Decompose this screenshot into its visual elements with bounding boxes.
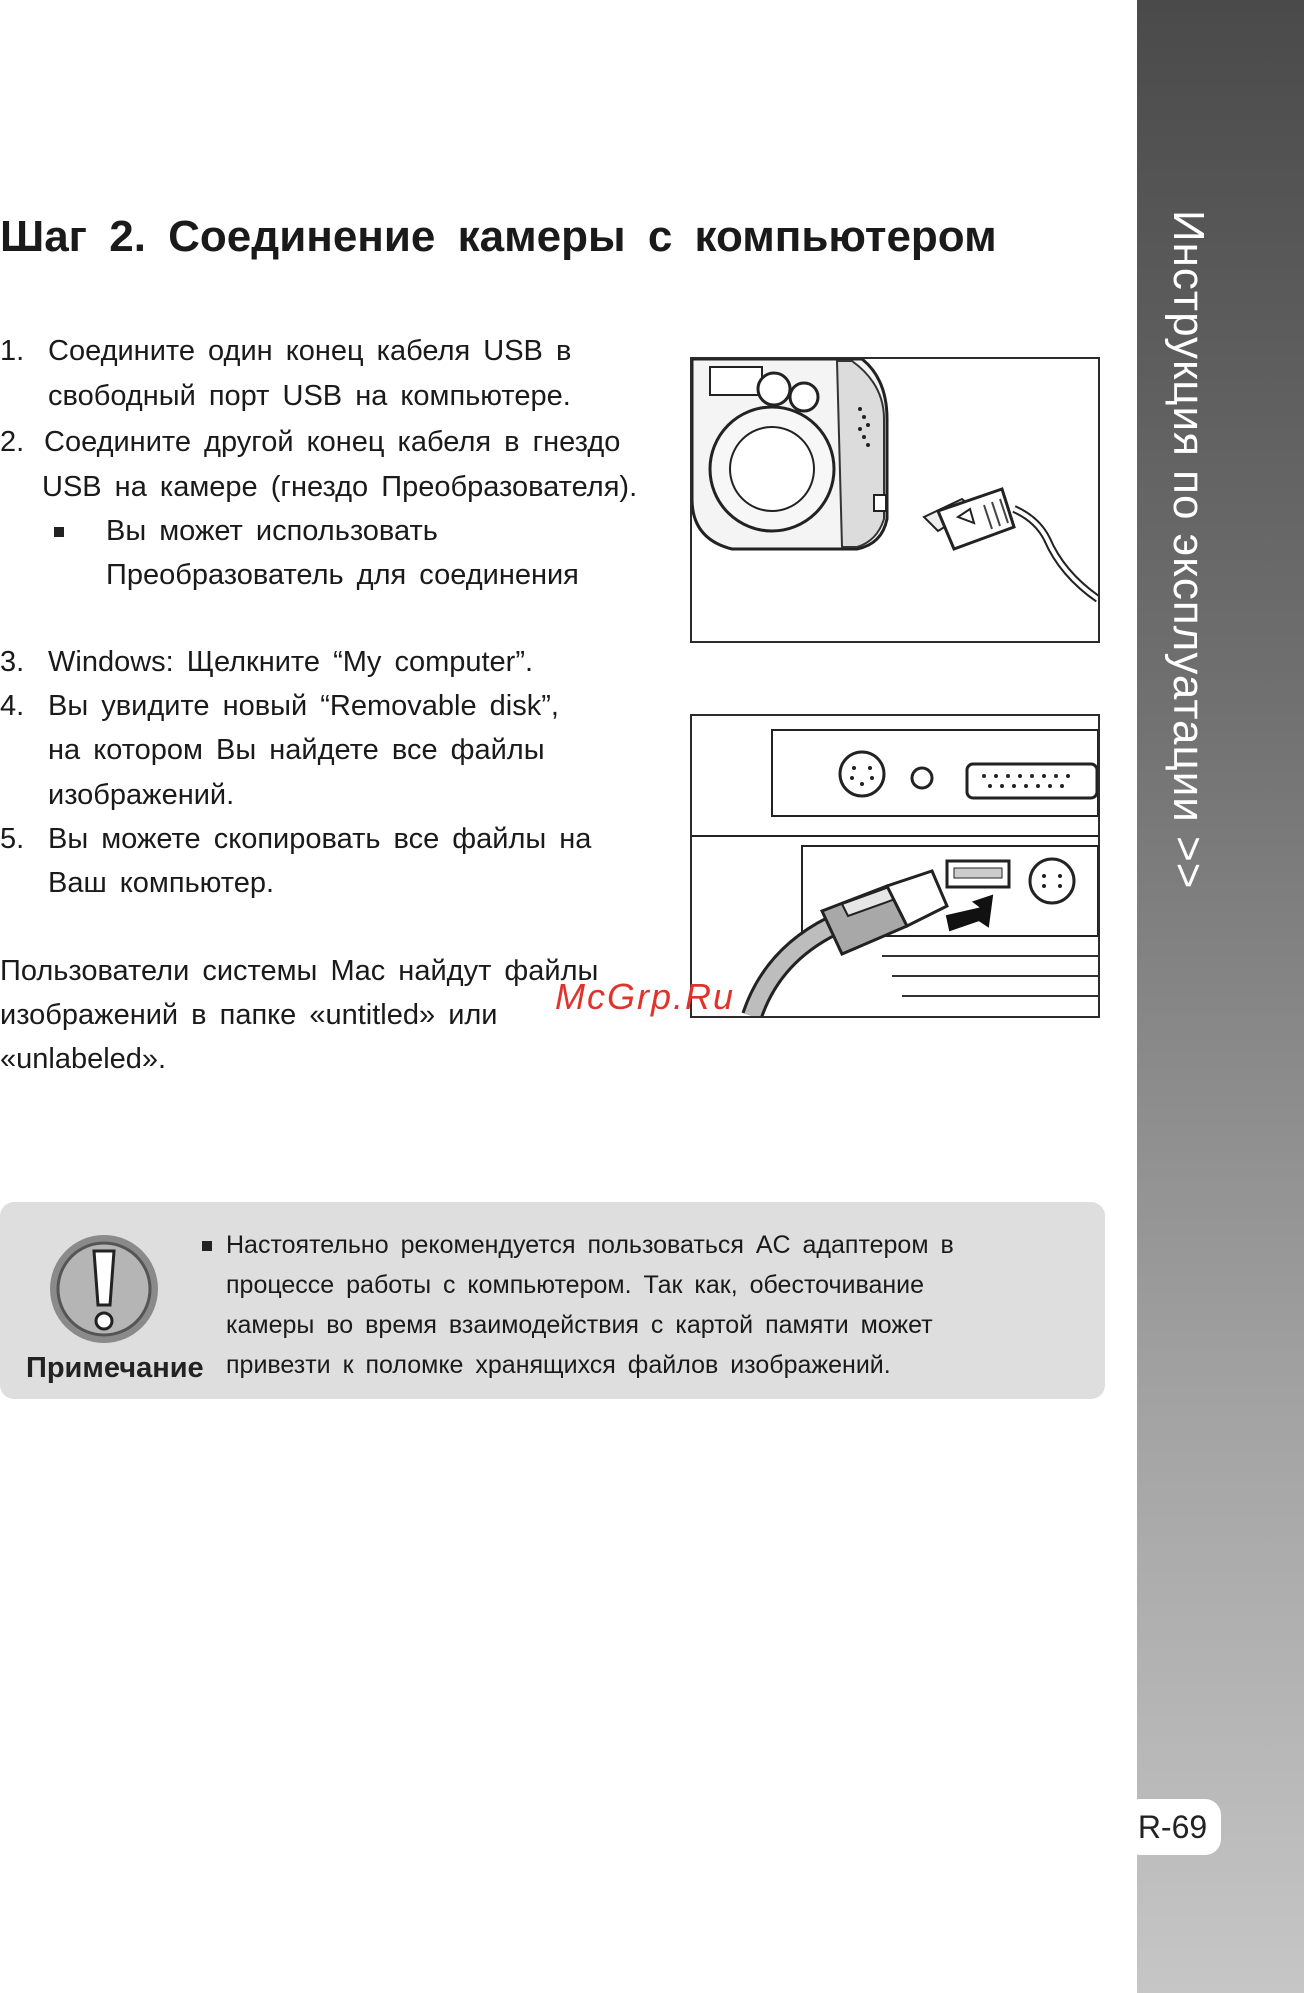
- step-2-number: 2.: [0, 426, 25, 458]
- mac-line-1: Пользователи системы Mac найдут файлы: [0, 955, 599, 987]
- warning-exclamation-icon: [48, 1233, 160, 1345]
- page-number: R-69: [1124, 1799, 1221, 1855]
- camera-usb-illustration: [690, 357, 1100, 643]
- step-4-line-2: на котором Вы найдете все файлы: [48, 734, 545, 766]
- note-line-3: камеры во время взаимодействия с картой памяти может: [226, 1311, 933, 1339]
- step-1-line-2: свободный порт USB на компьютере.: [48, 380, 571, 412]
- step-2-line-2: USB на камере (гнездо Преобразователя).: [42, 471, 638, 503]
- step-1-number: 1.: [0, 335, 25, 367]
- mac-line-3: «unlabeled».: [0, 1043, 167, 1075]
- step-2-line-1: Соедините другой конец кабеля в гнездо: [44, 426, 621, 458]
- step-5-line-1: Вы можете скопировать все файлы на: [48, 823, 592, 855]
- note-label: Примечание: [26, 1352, 204, 1384]
- note-line-4: привезти к поломке хранящихся файлов изображений.: [226, 1351, 891, 1379]
- bullet-line-2: Преобразователь для соединения: [106, 559, 579, 591]
- step-5-number: 5.: [0, 823, 25, 855]
- bullet-marker: [54, 509, 64, 553]
- step-3-number: 3.: [0, 646, 25, 678]
- step-4-line-1: Вы увидите новый “Removable disk”,: [48, 690, 559, 722]
- computer-usb-port-illustration: [690, 714, 1100, 1018]
- page-title: Шаг 2. Соединение камеры с компьютером: [0, 212, 997, 261]
- step-5-line-2: Ваш компьютер.: [48, 867, 275, 899]
- note-bullet: [202, 1225, 212, 1265]
- step-4-line-3: изображений.: [48, 779, 235, 811]
- bullet-line-1: Вы может использовать: [106, 515, 438, 547]
- step-4-number: 4.: [0, 690, 25, 722]
- note-line-2: процессе работы с компьютером. Так как, обесточивание: [226, 1271, 925, 1299]
- sidebar-title: Инструкция по эксплуатации >>: [1164, 210, 1213, 890]
- watermark: McGrp.Ru: [555, 976, 736, 1017]
- step-3-line-1: Windows: Щелкните “My computer”.: [48, 646, 534, 678]
- mac-line-2: изображений в папке «untitled» или: [0, 999, 498, 1031]
- step-1-line-1: Соедините один конец кабеля USB в: [48, 335, 572, 367]
- note-line-1: Настоятельно рекомендуется пользоваться AC адаптером в: [226, 1231, 954, 1259]
